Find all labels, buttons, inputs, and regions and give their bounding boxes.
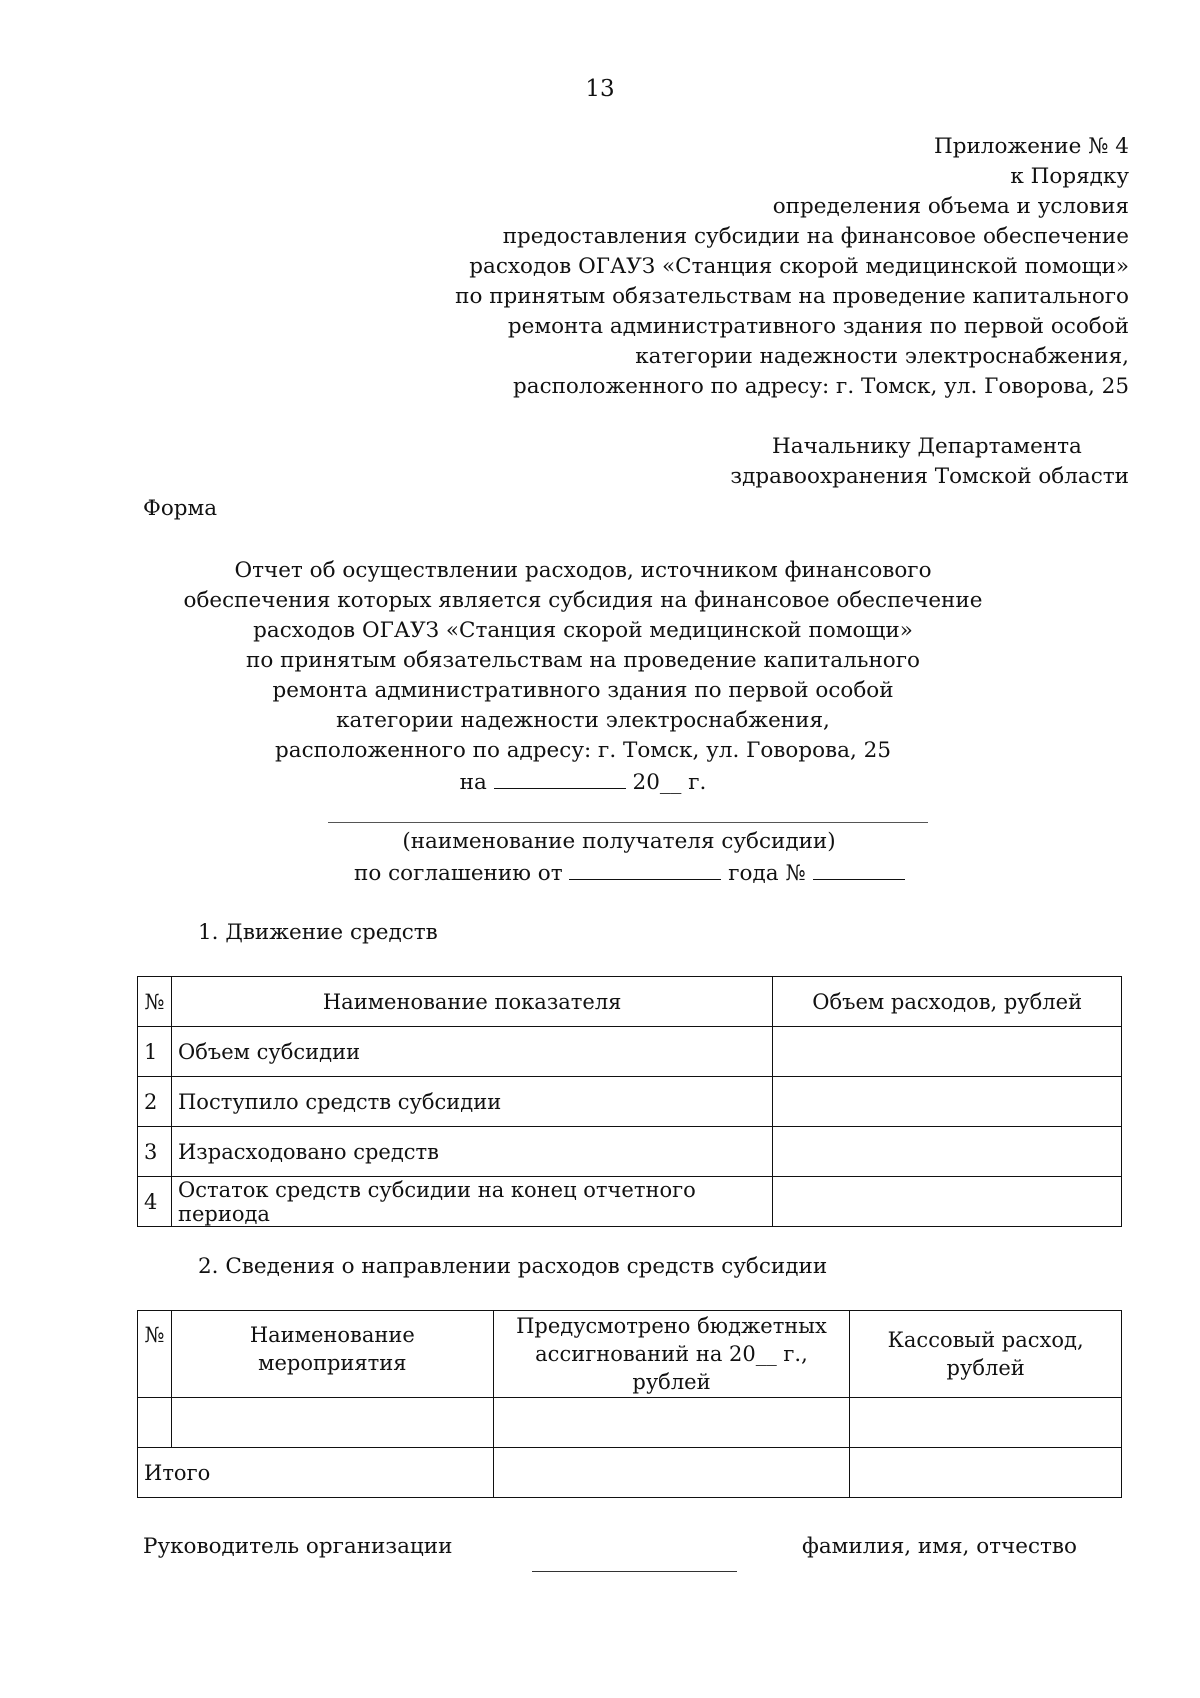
appendix-line: к Порядку (1010, 164, 1129, 189)
date-blank[interactable] (494, 766, 626, 789)
expenses-direction-table (137, 1310, 1122, 1498)
row-value[interactable] (773, 1127, 1122, 1177)
funds-movement-table (137, 976, 1122, 1227)
report-date-line (0, 766, 1183, 798)
section2-title: 2. Сведения о направлении расходов средств субсидии (198, 1254, 828, 1279)
header-num: № (138, 1311, 172, 1398)
appendix-line: Приложение № 4 (933, 134, 1129, 159)
header-cash-line2: рублей (946, 1356, 1025, 1380)
appendix-line: расположенного по адресу: г. Томск, ул. Говорова, 25 (512, 374, 1129, 399)
report-title-line: расходов ОГАУЗ «Станция скорой медицинской помощи» (253, 618, 913, 643)
row-name: Остаток средств субсидии на конец отчетного периода (171, 1177, 772, 1227)
appendix-line: категории надежности электроснабжения, (635, 344, 1129, 369)
report-title-line: Отчет об осуществлении расходов, источником финансового (234, 558, 932, 583)
row-planned-cell[interactable] (493, 1398, 850, 1448)
report-title-line: категории надежности электроснабжения, (336, 708, 830, 733)
table-row (138, 1398, 1122, 1448)
page-number: 13 (585, 76, 615, 102)
header-event: Наименование мероприятия (171, 1311, 493, 1398)
row-num: 2 (138, 1077, 172, 1127)
table-row (138, 1027, 1122, 1077)
row-num: 3 (138, 1127, 172, 1177)
header-planned-line1: Предусмотрено бюджетных (516, 1314, 827, 1338)
table-header-row (138, 977, 1122, 1027)
report-title-line: расположенного по адресу: г. Томск, ул. Говорова, 25 (274, 738, 891, 763)
appendix-line: определения объема и условия (772, 194, 1129, 219)
report-title (0, 556, 1183, 798)
table-row (138, 1177, 1122, 1227)
header-indicator: Наименование показателя (171, 977, 772, 1027)
row-value[interactable] (773, 1077, 1122, 1127)
table-row (138, 1077, 1122, 1127)
total-row (138, 1448, 1122, 1498)
section1-title: 1. Движение средств (198, 920, 438, 945)
appendix-block (455, 132, 1129, 402)
appendix-line: предоставления субсидии на финансовое обеспечение (502, 224, 1129, 249)
report-title-line: по принятым обязательствам на проведение капитального (246, 648, 920, 673)
header-num: № (138, 977, 172, 1027)
total-cash-cell[interactable] (850, 1448, 1122, 1498)
row-num-cell[interactable] (138, 1398, 172, 1448)
date-year: 20__ (632, 770, 682, 795)
row-name: Поступило средств субсидии (171, 1077, 772, 1127)
form-label: Форма (143, 496, 218, 521)
header-planned-line2: ассигнований на 20__ г., рублей (535, 1342, 808, 1394)
row-cash-cell[interactable] (850, 1398, 1122, 1448)
agreement-middle: года № (728, 861, 806, 886)
date-prefix: на (459, 770, 487, 795)
date-suffix: г. (688, 770, 707, 795)
header-cash-line1: Кассовый расход, (887, 1328, 1084, 1352)
row-num: 1 (138, 1027, 172, 1077)
appendix-line: ремонта административного здания по первой особой (507, 314, 1129, 339)
appendix-line: расходов ОГАУЗ «Станция скорой медицинской помощи» (469, 254, 1129, 279)
signature-role: Руководитель организации (143, 1534, 453, 1559)
report-title-line: ремонта административного здания по первой особой (272, 678, 894, 703)
recipient-caption: (наименование получателя субсидии) (402, 829, 836, 854)
addressee-line1: Начальнику Департамента (772, 434, 1082, 459)
total-label: Итого (138, 1448, 494, 1498)
header-cash (850, 1311, 1122, 1398)
row-num: 4 (138, 1177, 172, 1227)
header-planned (493, 1311, 850, 1398)
signature-name-caption: фамилия, имя, отчество (802, 1534, 1077, 1559)
agreement-line (354, 857, 905, 889)
addressee-line2: здравоохранения Томской области (730, 464, 1129, 489)
row-name: Израсходовано средств (171, 1127, 772, 1177)
agreement-prefix: по соглашению от (354, 861, 563, 886)
report-title-line: обеспечения которых является субсидия на финансовое обеспечение (183, 588, 983, 613)
row-event-cell[interactable] (171, 1398, 493, 1448)
signature-line[interactable] (532, 1571, 737, 1572)
recipient-name-line[interactable] (328, 822, 928, 823)
agreement-date-blank[interactable] (569, 857, 721, 880)
total-planned-cell[interactable] (493, 1448, 850, 1498)
row-name: Объем субсидии (171, 1027, 772, 1077)
appendix-line: по принятым обязательствам на проведение капитального (455, 284, 1129, 309)
table-row (138, 1127, 1122, 1177)
row-value[interactable] (773, 1027, 1122, 1077)
header-expenses: Объем расходов, рублей (773, 977, 1122, 1027)
row-value[interactable] (773, 1177, 1122, 1227)
agreement-number-blank[interactable] (813, 857, 905, 880)
table-header-row (138, 1311, 1122, 1398)
